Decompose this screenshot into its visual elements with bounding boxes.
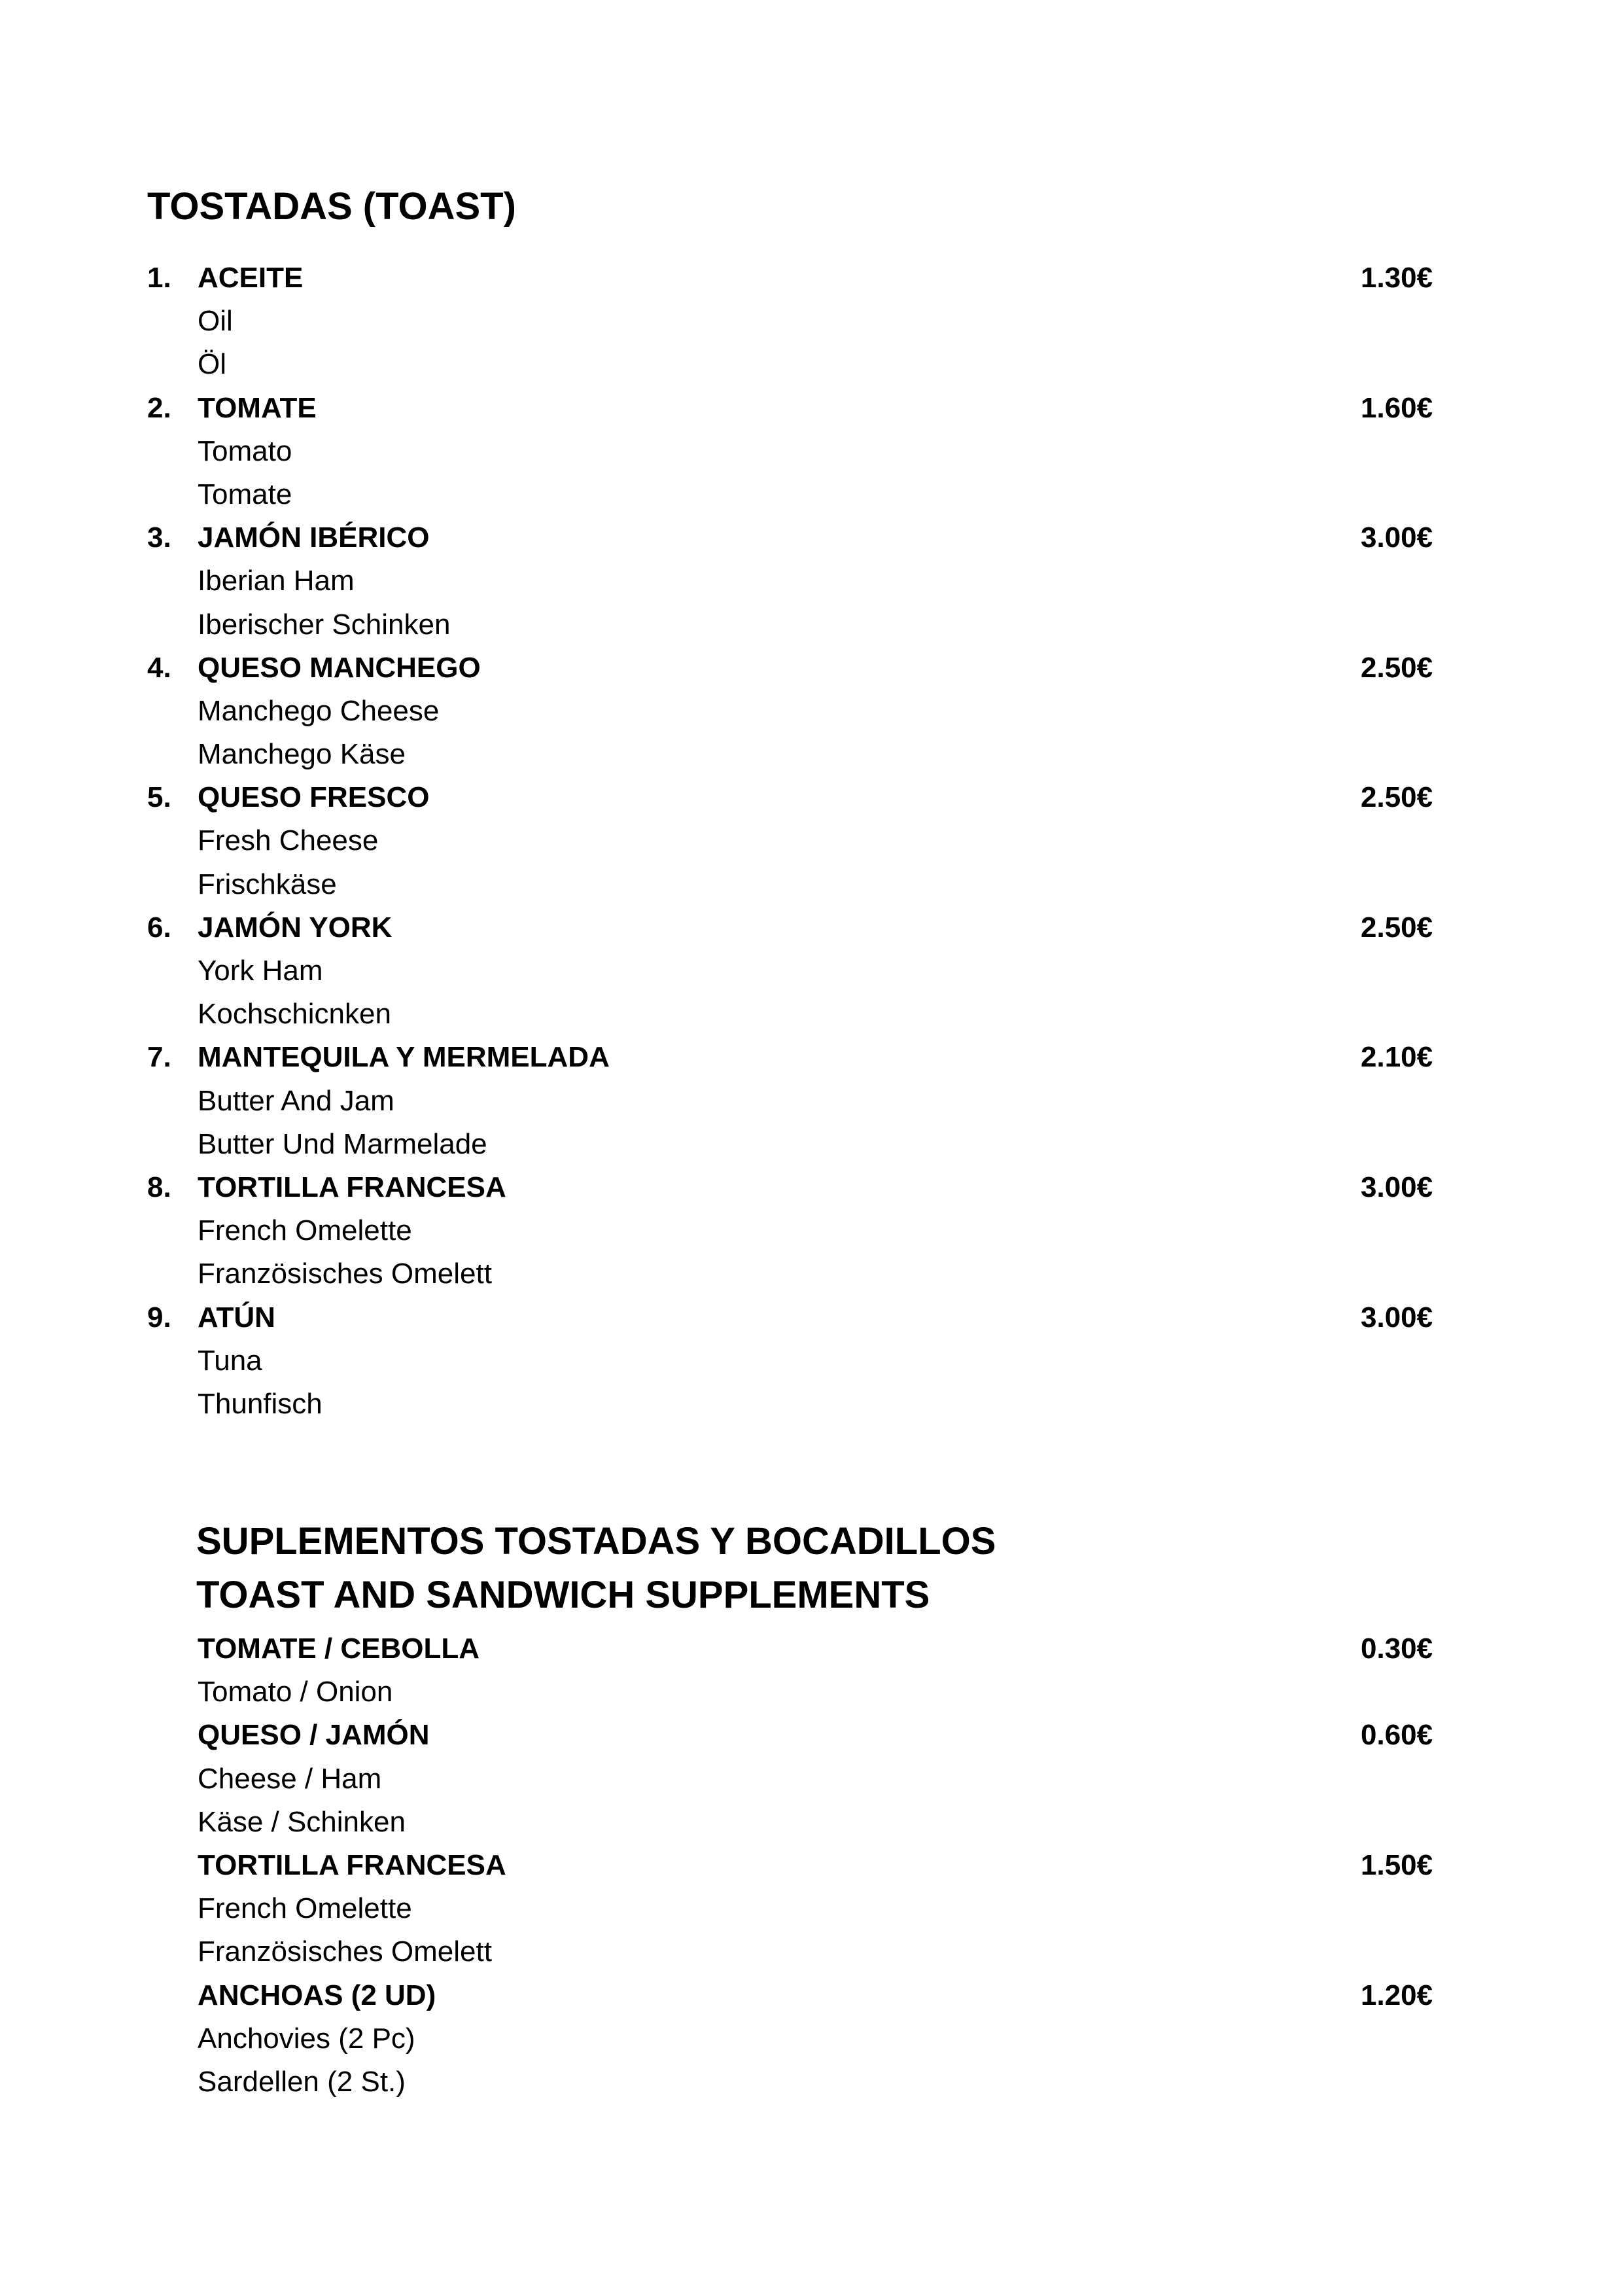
item-price: 2.10€ [1361, 1041, 1433, 1074]
item-translation-de: Butter Und Marmelade [198, 1127, 487, 1160]
item-translation-de: Iberischer Schinken [198, 608, 451, 641]
supplement-translation: French Omelette [198, 1892, 412, 1925]
supplement-translation: Cheese / Ham [198, 1762, 382, 1795]
item-price: 1.30€ [1361, 262, 1433, 294]
item-translation-de: Tomate [198, 478, 292, 510]
supplements-title-es: SUPLEMENTOS TOSTADAS Y BOCADILLOS [196, 1520, 996, 1563]
item-number: 3. [147, 521, 171, 554]
supplement-row [0, 1974, 1623, 2017]
item-name: ACEITE [198, 262, 304, 294]
item-translation-en-row [0, 300, 1623, 343]
item-translation-de-row [0, 1123, 1623, 1166]
supplement-name: TORTILLA FRANCESA [198, 1848, 506, 1881]
item-translation-en-row [0, 1339, 1623, 1383]
item-translation-de-row [0, 1383, 1623, 1426]
item-translation-de: Kochschicnken [198, 998, 391, 1031]
supplement-translation: Käse / Schinken [198, 1805, 406, 1838]
supplement-translation: Französisches Omelett [198, 1935, 492, 1968]
item-translation-de-row [0, 863, 1623, 906]
item-translation-en-row [0, 1209, 1623, 1252]
item-translation-en-row [0, 430, 1623, 473]
item-translation-de: Öl [198, 348, 226, 381]
item-translation-de-row [0, 603, 1623, 646]
item-translation-en-row [0, 690, 1623, 733]
item-name: QUESO MANCHEGO [198, 651, 481, 684]
item-translation-en: Tuna [198, 1344, 262, 1377]
item-number: 8. [147, 1171, 171, 1203]
item-translation-en-row [0, 1080, 1623, 1123]
item-number: 6. [147, 911, 171, 944]
item-name: ATÚN [198, 1301, 275, 1333]
supplement-price: 0.30€ [1361, 1633, 1433, 1665]
item-translation-de: Frischkäse [198, 868, 337, 900]
menu-item-row [0, 256, 1623, 300]
supplement-translation-row [0, 1801, 1623, 1844]
menu-item-row [0, 1036, 1623, 1079]
item-translation-en: Iberian Ham [198, 565, 355, 597]
supplement-translation-row [0, 1670, 1623, 1714]
item-translation-en: Tomato [198, 434, 292, 467]
supplement-price: 0.60€ [1361, 1719, 1433, 1752]
item-translation-en: York Ham [198, 955, 323, 987]
item-translation-de: Manchego Käse [198, 738, 406, 771]
item-name: QUESO FRESCO [198, 781, 430, 814]
supplement-row [0, 1714, 1623, 1757]
item-name: TORTILLA FRANCESA [198, 1171, 506, 1203]
supplement-translation-row [0, 2060, 1623, 2104]
item-number: 9. [147, 1301, 171, 1333]
supplement-row [0, 1627, 1623, 1670]
item-translation-en: Oil [198, 305, 233, 338]
item-price: 1.60€ [1361, 391, 1433, 424]
item-price: 3.00€ [1361, 521, 1433, 554]
item-price: 2.50€ [1361, 781, 1433, 814]
item-price: 2.50€ [1361, 651, 1433, 684]
supplement-name: TOMATE / CEBOLLA [198, 1633, 480, 1665]
item-name: MANTEQUILA Y MERMELADA [198, 1041, 610, 1074]
item-translation-en: French Omelette [198, 1214, 412, 1247]
supplements-list [0, 1627, 1623, 2104]
menu-item-row [0, 646, 1623, 690]
supplement-row [0, 1844, 1623, 1887]
supplement-price: 1.20€ [1361, 1979, 1433, 2011]
item-number: 2. [147, 391, 171, 424]
toast-list [0, 256, 1623, 1426]
supplement-translation-row [0, 1887, 1623, 1930]
item-translation-de: Thunfisch [198, 1387, 323, 1420]
menu-item-row [0, 516, 1623, 559]
item-price: 3.00€ [1361, 1301, 1433, 1333]
item-translation-en: Manchego Cheese [198, 694, 440, 727]
item-translation-de-row [0, 473, 1623, 516]
item-translation-de-row [0, 1252, 1623, 1296]
menu-item-row [0, 906, 1623, 949]
supplement-translation-row [0, 2017, 1623, 2060]
item-translation-en: Butter And Jam [198, 1084, 394, 1117]
supplement-name: ANCHOAS (2 UD) [198, 1979, 436, 2011]
item-price: 3.00€ [1361, 1171, 1433, 1203]
item-translation-en-row [0, 819, 1623, 862]
item-number: 1. [147, 262, 171, 294]
supplements-title-en: TOAST AND SANDWICH SUPPLEMENTS [196, 1574, 930, 1616]
toast-section-title: TOSTADAS (TOAST) [147, 185, 516, 228]
item-price: 2.50€ [1361, 911, 1433, 944]
supplement-translation-row [0, 1930, 1623, 1973]
item-translation-de-row [0, 993, 1623, 1036]
supplement-name: QUESO / JAMÓN [198, 1719, 430, 1752]
item-translation-de-row [0, 733, 1623, 776]
item-translation-en-row [0, 559, 1623, 603]
item-translation-de-row [0, 343, 1623, 386]
item-translation-en: Fresh Cheese [198, 824, 379, 857]
supplement-translation: Tomato / Onion [198, 1676, 393, 1708]
item-name: TOMATE [198, 391, 317, 424]
supplement-translation-row [0, 1757, 1623, 1801]
supplement-price: 1.50€ [1361, 1848, 1433, 1881]
supplement-translation: Anchovies (2 Pc) [198, 2022, 415, 2055]
item-number: 4. [147, 651, 171, 684]
item-translation-en-row [0, 949, 1623, 993]
menu-item-row [0, 776, 1623, 819]
item-number: 7. [147, 1041, 171, 1074]
menu-item-row [0, 1296, 1623, 1339]
menu-item-row [0, 1166, 1623, 1209]
item-translation-de: Französisches Omelett [198, 1258, 492, 1290]
item-name: JAMÓN IBÉRICO [198, 521, 430, 554]
item-number: 5. [147, 781, 171, 814]
item-name: JAMÓN YORK [198, 911, 393, 944]
supplement-translation: Sardellen (2 St.) [198, 2065, 406, 2098]
menu-item-row [0, 387, 1623, 430]
